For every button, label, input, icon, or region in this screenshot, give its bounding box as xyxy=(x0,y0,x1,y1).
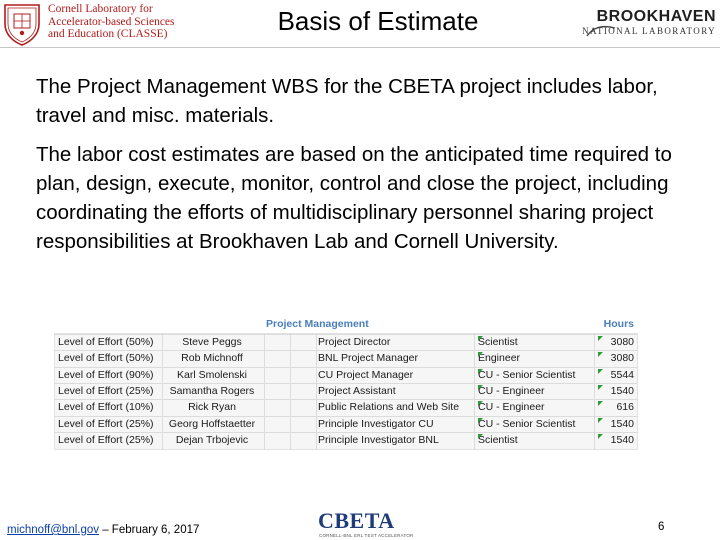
author-email-link[interactable]: michnoff@bnl.gov xyxy=(7,524,100,536)
role-cell: Project Director xyxy=(318,336,391,348)
table-row xyxy=(54,399,638,415)
cornell-logo-line-1: Cornell Laboratory for xyxy=(48,3,153,15)
person-cell: Steve Peggs xyxy=(182,336,242,348)
affiliation-cell: CU - Senior Scientist xyxy=(478,368,576,381)
table-row xyxy=(54,350,638,366)
cell-marker-icon xyxy=(598,434,603,439)
bnl-logo-name: BROOKHAVEN xyxy=(596,8,716,25)
cell-marker-icon xyxy=(598,352,603,357)
person-cell: Samantha Rogers xyxy=(169,384,255,397)
cell-marker-icon xyxy=(478,401,483,406)
hours-cell: 1540 xyxy=(596,385,634,398)
table-header-project-management: Project Management xyxy=(266,318,369,330)
affiliation-cell: Engineer xyxy=(478,352,521,365)
effort-cell: Level of Effort (90%) xyxy=(58,368,154,381)
table-row xyxy=(54,432,638,448)
cornell-classe-logo xyxy=(2,2,175,46)
slide-header xyxy=(0,0,720,48)
labor-estimate-table xyxy=(54,317,638,450)
person-cell: Dejan Trbojevic xyxy=(175,433,249,446)
table-row xyxy=(54,416,638,432)
effort-cell: Level of Effort (50%) xyxy=(58,336,154,348)
effort-cell: Level of Effort (50%) xyxy=(58,352,154,365)
intro-paragraph: The Project Management WBS for the CBETA project includes labor, travel and misc. materials. xyxy=(36,75,658,127)
cell-marker-icon xyxy=(478,369,483,374)
footer-contact xyxy=(7,524,199,536)
role-cell: Principle Investigator CU xyxy=(318,417,434,430)
affiliation-cell: Scientist xyxy=(478,433,518,446)
hours-cell: 3080 xyxy=(596,336,634,349)
cell-marker-icon xyxy=(598,336,603,341)
person-cell: Georg Hoffstaetter xyxy=(168,417,256,430)
table-header-hours: Hours xyxy=(603,318,634,330)
role-cell: CU Project Manager xyxy=(318,368,414,381)
person-cell: Rob Michnoff xyxy=(181,352,243,365)
role-cell: Project Assistant xyxy=(318,384,396,397)
cell-marker-icon xyxy=(598,418,603,423)
effort-cell: Level of Effort (25%) xyxy=(58,433,154,446)
role-cell: Public Relations and Web Site xyxy=(318,401,460,414)
table-row xyxy=(54,383,638,399)
effort-cell: Level of Effort (25%) xyxy=(58,417,154,430)
slide-title: Basis of Estimate xyxy=(277,6,479,36)
cornell-logo-line-3: and Education (CLASSE) xyxy=(48,28,168,40)
affiliation-cell: CU - Engineer xyxy=(478,384,545,397)
hours-cell: 1540 xyxy=(596,418,634,431)
hours-cell: 616 xyxy=(596,401,634,414)
cornell-seal-icon xyxy=(2,2,42,46)
affiliation-cell: CU - Engineer xyxy=(478,401,545,414)
cell-marker-icon xyxy=(478,385,483,390)
cornell-logo-text xyxy=(48,3,175,41)
affiliation-cell: Scientist xyxy=(478,336,518,348)
person-cell: Karl Smolenski xyxy=(176,368,248,381)
labor-estimate-paragraph: The labor cost estimates are based on the anticipated time required to plan, design, execute, monitor, control and close the project, including coordinating the efforts of multidisciplinary personnel sharing project responsibilities at Brookhaven Lab and Cornell University. xyxy=(36,143,672,253)
person-cell: Rick Ryan xyxy=(188,401,236,414)
cbeta-logo-subtitle: CORNELL-BNL ERL TEST ACCELERATOR xyxy=(319,533,414,538)
cornell-logo-line-2: Accelerator-based Sciences xyxy=(48,15,175,28)
cell-marker-icon xyxy=(598,385,603,390)
cell-marker-icon xyxy=(478,352,483,357)
table-row xyxy=(54,334,638,350)
bnl-logo-subtitle: NATIONAL LABORATORY xyxy=(582,26,716,36)
hours-cell: 1540 xyxy=(596,434,634,447)
effort-cell: Level of Effort (25%) xyxy=(58,384,154,397)
table-row xyxy=(54,367,638,383)
role-cell: Principle Investigator BNL xyxy=(318,433,439,446)
hours-cell: 3080 xyxy=(596,352,634,365)
cell-marker-icon xyxy=(598,369,603,374)
cell-marker-icon xyxy=(478,336,483,341)
cell-marker-icon xyxy=(478,418,483,423)
role-cell: BNL Project Manager xyxy=(318,352,418,365)
footer-date: – February 6, 2017 xyxy=(99,524,200,536)
hours-cell: 5544 xyxy=(596,369,634,382)
cell-marker-icon xyxy=(598,401,603,406)
cbeta-logo-word: CBETA xyxy=(318,508,395,533)
brookhaven-logo xyxy=(582,8,718,40)
cbeta-logo xyxy=(318,508,414,540)
page-number: 6 xyxy=(658,521,665,533)
cell-marker-icon xyxy=(478,434,483,439)
effort-cell: Level of Effort (10%) xyxy=(58,401,154,414)
affiliation-cell: CU - Senior Scientist xyxy=(478,417,576,430)
header-divider xyxy=(0,47,720,48)
